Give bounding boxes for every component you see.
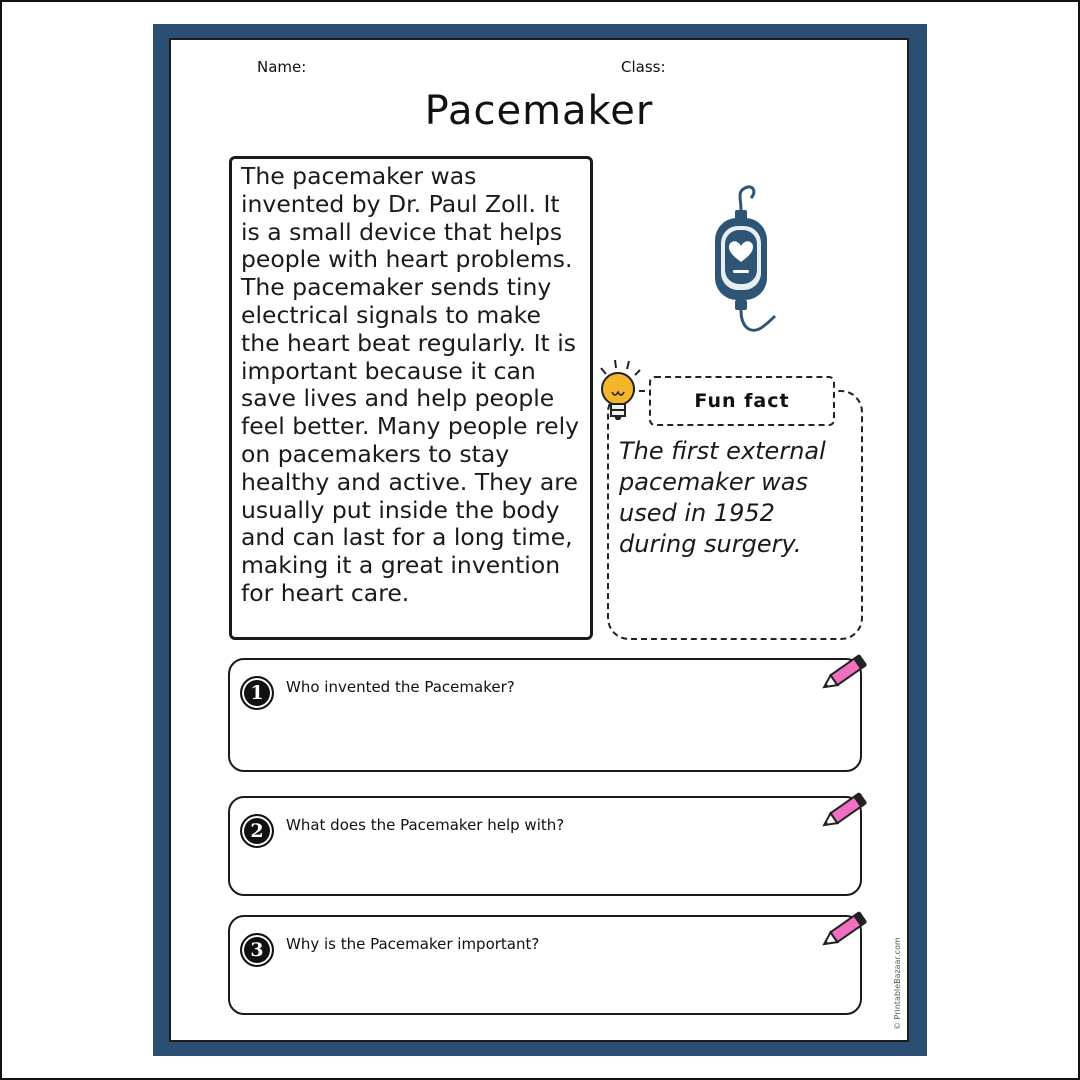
pencil-icon xyxy=(818,788,874,834)
question-box[interactable] xyxy=(228,915,862,1015)
question-text: What does the Pacemaker help with? xyxy=(286,816,565,834)
question-box[interactable] xyxy=(228,796,862,896)
pacemaker-device-icon xyxy=(641,158,841,358)
pencil-icon xyxy=(818,907,874,953)
question-number: 1 xyxy=(240,676,274,710)
page-title: Pacemaker xyxy=(424,88,654,134)
worksheet xyxy=(169,38,909,1042)
question-number: 3 xyxy=(240,933,274,967)
fun-fact-heading: Fun fact xyxy=(649,376,835,426)
watermark: © PrintableBazaar.com xyxy=(893,937,902,1030)
fun-fact-text: The first external pacemaker was used in 1952 during surgery. xyxy=(619,437,826,558)
class-label: Class: xyxy=(621,58,666,76)
pencil-icon xyxy=(818,650,874,696)
question-text: Who invented the Pacemaker? xyxy=(286,678,515,696)
name-label: Name: xyxy=(257,58,307,76)
reading-passage: The pacemaker was invented by Dr. Paul Zoll. It is a small device that helps people with heart problems. The pacemaker sends tiny electrical signals to make the heart beat regularly. It is important because it can save lives and help people feel better. Many people rely on pacemakers to stay healthy and active. They are usually put inside the body and can last for a long time, making it a great invention for heart care. xyxy=(229,156,593,640)
lightbulb-icon xyxy=(595,358,645,424)
question-box[interactable] xyxy=(228,658,862,772)
question-number: 2 xyxy=(240,814,274,848)
question-text: Why is the Pacemaker important? xyxy=(286,935,540,953)
